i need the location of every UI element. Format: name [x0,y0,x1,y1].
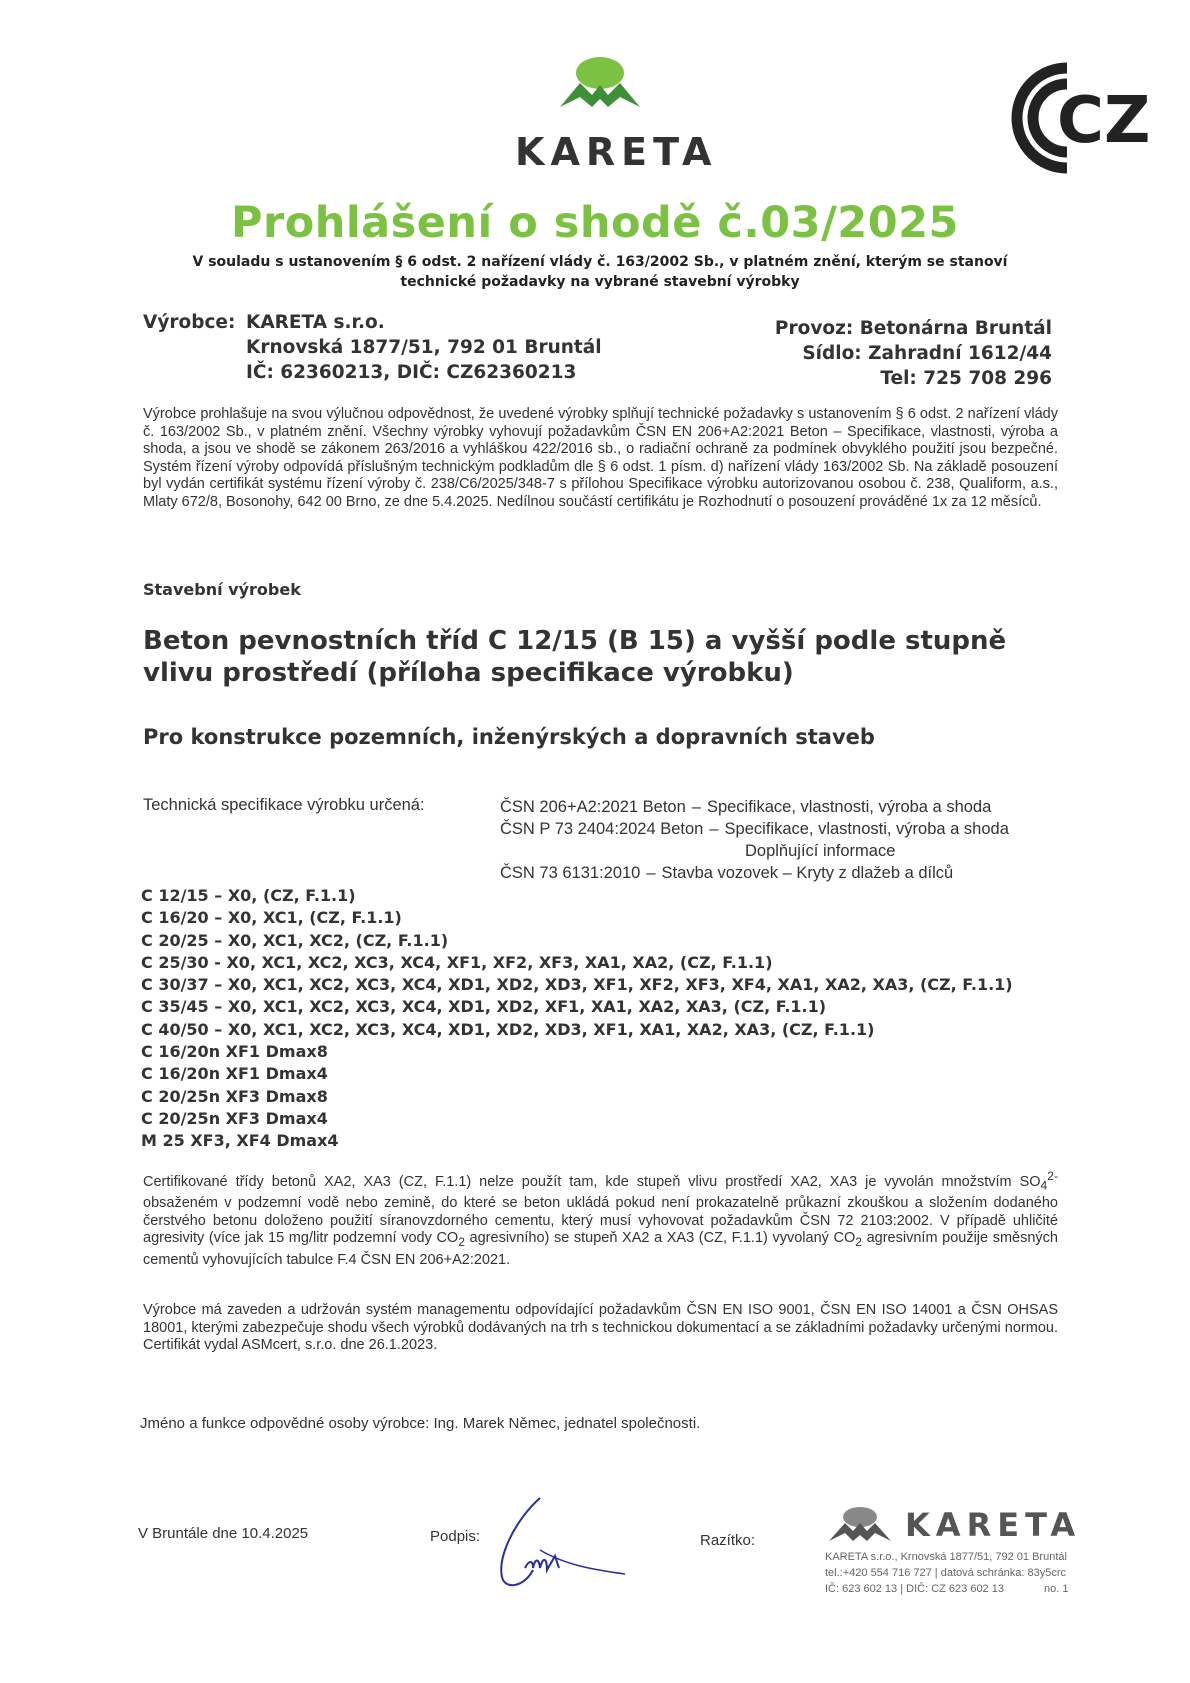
concrete-class-item: C 25/30 - X0, XC1, XC2, XC3, XC4, XF1, XF2, XF3, XA1, XA2, (CZ, F.1.1) [141,952,773,972]
cz-mark-text: CZ [1057,84,1151,158]
concrete-class-item: C 16/20n XF1 Dmax8 [141,1042,328,1062]
concrete-class-item: C 30/37 – X0, XC1, XC2, XC3, XC4, XD1, XD2, XD3, XF1, XF2, XF3, XF4, XA1, XA2, XA3, (CZ, F.1.1) [141,975,1013,995]
concrete-class-item: C 35/45 – X0, XC1, XC2, XC3, XC4, XD1, XD2, XF1, XA1, XA2, XA3, (CZ, F.1.1) [141,997,827,1017]
concrete-class-list [141,885,1013,1153]
manufacturer-name: KARETA s.r.o. [246,312,385,333]
plant-tel: Tel: 725 708 296 [880,368,1052,389]
manufacturer-label: Výrobce: [143,312,236,333]
concrete-class-item: C 20/25 – X0, XC1, XC2, (CZ, F.1.1) [141,930,449,950]
stamp-label: Razítko: [700,1532,756,1549]
concrete-class-item: C 20/25n XF3 Dmax8 [141,1086,328,1106]
mountain-logo-icon [825,1505,895,1545]
product-name: Beton pevnostních tříd C 12/15 (B 15) a vyšší podle stupně vlivu prostředí (příloha specifikace výrobku) [143,626,1007,688]
signature-label: Podpis: [430,1528,481,1545]
manufacturer-block [143,310,602,385]
stamp-line: IČ: 623 602 13 | DIČ: CZ 623 602 13 no. 1 [825,1583,1069,1595]
concrete-class-item: M 25 XF3, XF4 Dmax4 [141,1131,339,1151]
plant-block [775,316,1052,391]
document-subtitle: V souladu s ustanovením § 6 odst. 2 nařízení vlády č. 163/2002 Sb., v platném znění, kterým se stanoví technické požadavky na vybrané stavební výrobky [192,254,1008,290]
tech-spec-list [500,796,1070,884]
manufacturer-ids: IČ: 62360213, DIČ: CZ62360213 [246,362,577,383]
certified-classes-paragraph: Certifikované třídy betonů XA2, XA3 (CZ, F.1.1) nelze použít tam, kde stupeň vlivu prostředí XA2, XA3 je vyvolán množstvím $SO_4^{2-}$ obsaženém v podzemní vodě nebo zemině, do které se beton ukládá pokud není prokazatelně průkazní zkouškou a složením dodaného čerstvého betonu doloženo použití síranovzdorného cementu, který musí vyhovovat požadavkům ČSN 72 2103:2002. V případě uhličité agresivity (více jak 15 mg/litr podzemní vody $CO_2$ agresivního) se stupeň XA2 a XA3 (CZ, F.1.1) vyvolaný $CO_2$ agresivním použije směsných cementů vyhovujících tabulce F.4 ČSN EN 206+A2:2021. [143,1169,1058,1268]
stamp-line: KARETA s.r.o., Krnovská 1877/51, 792 01 Bruntál [825,1551,1067,1563]
handwritten-signature [485,1490,655,1600]
manufacturer-address: Krnovská 1877/51, 792 01 Bruntál [246,337,602,358]
section-label: Stavební výrobek [143,580,301,599]
concrete-class-item: C 16/20 – X0, XC1, (CZ, F.1.1) [141,908,402,928]
plant-provoz: Provoz: Betonárna Bruntál [774,318,1052,339]
concrete-class-item: C 20/25n XF3 Dmax4 [141,1108,328,1128]
tech-spec-label: Technická specifikace výrobku určená: [143,796,425,814]
product-usage: Pro konstrukce pozemních, inženýrských a dopravních staveb [143,725,875,749]
tech-spec-row: ČSN P 73 2404:2024 Beton – Specifikace, vlastnosti, výroba a shoda [500,820,1009,838]
place-date: V Bruntále dne 10.4.2025 [138,1525,309,1542]
declaration-paragraph: Výrobce prohlašuje na svou výlučnou odpovědnost, že uvedené výrobky splňují technické požadavky s ustanovením § 6 odst. 2 nařízení vlády č. 163/2002 Sb., v platném znění. Všechny výrobky vyhovují požadavkům ČSN EN 206+A2:2021 Beton – Specifikace, vlastnosti, výroba a shoda, a jsou ve shodě se zákonem 263/2016 a vyhláškou 422/2016 sb., o radiační ochraně za podmínek obvyklého použití jsou bezpečné. Systém řízení výroby odpovídá příslušným technickým podkladům dle § 6 odst. 1 písm. d) nařízení vlády 163/2002 Sb. Na základě posouzení byl vydán certifikát systému řízení výroby č. 238/C6/2025/348-7 s přílohou Specifikace výrobku autorizovanou osobou č. 238, Qualiform, a.s., Mlaty 672/8, Bosonohy, 642 00 Brno, ze dne 5.4.2025. Nedílnou součástí certifikátu je Rozhodnutí o posouzení prováděné 1x za 12 měsíců. [143,406,1058,510]
kareta-logo [515,55,718,175]
tech-spec-row: ČSN 206+A2:2021 Beton – Specifikace, vlastnosti, výroba a shoda [500,798,992,816]
responsible-person: Jméno a funkce odpovědné osoby výrobce: Ing. Marek Němec, jednatel společnosti. [140,1415,701,1432]
concrete-class-item: C 40/50 – X0, XC1, XC2, XC3, XC4, XD1, XD2, XD3, XF1, XA1, XA2, XA3, (CZ, F.1.1) [141,1019,875,1039]
concrete-class-item: C 16/20n XF1 Dmax4 [141,1064,328,1084]
document-title: Prohlášení o shodě č.03/2025 [231,198,959,248]
plant-sidlo: Sídlo: Zahradní 1612/44 [802,343,1052,364]
tech-spec-row: ČSN 73 6131:2010 – Stavba vozovek – Kryty z dlažeb a dílců [500,864,954,882]
logo-brand-text: KARETA [515,130,718,174]
company-stamp [825,1505,1125,1597]
stamp-brand: KARETA [905,1506,1082,1544]
stamp-line: tel.:+420 554 716 727 | datová schránka: 83y5crc [825,1567,1067,1579]
mountain-logo-icon [550,55,650,117]
cz-conformity-mark [1005,58,1151,178]
concrete-class-item: C 12/15 – X0, (CZ, F.1.1) [141,886,356,905]
tech-spec-row: Doplňující informace [745,842,896,860]
management-paragraph: Výrobce má zaveden a udržován systém managementu odpovídající požadavkům ČSN EN ISO 9001, ČSN EN ISO 14001 a ČSN OHSAS 18001, kterými zabezpečuje shodu všech výrobků dodávaných na trh s technickou dokumentací a se základními požadavky určenými normou. Certifikát vydal ASMcert, s.r.o. dne 26.1.2023. [143,1302,1058,1353]
